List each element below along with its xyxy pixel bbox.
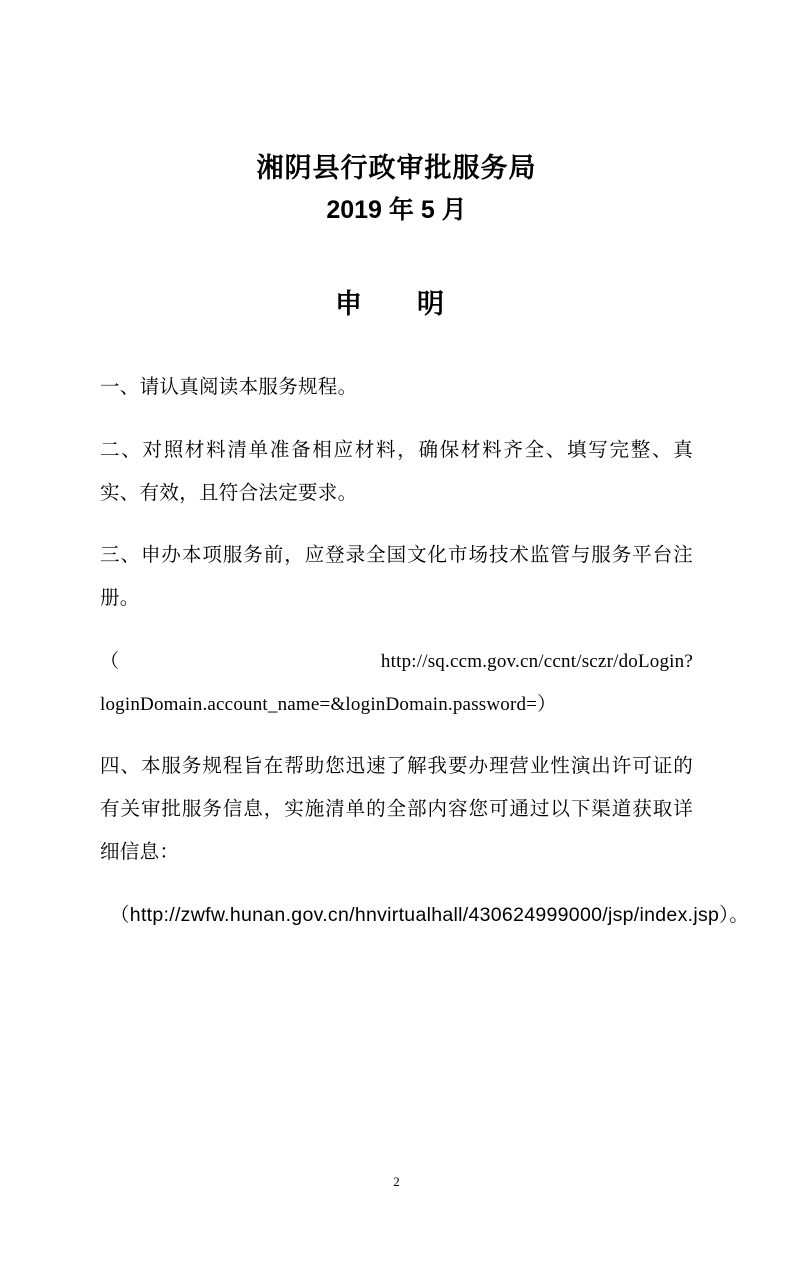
- paragraph-item-3: 三、申办本项服务前，应登录全国文化市场技术监管与服务平台注册。: [100, 544, 693, 609]
- declaration-heading: 申 明: [335, 289, 458, 319]
- paragraph-item-1: 一、请认真阅读本服务规程。: [100, 376, 358, 398]
- page-number: 2: [393, 1174, 400, 1189]
- document-page: [0, 148, 793, 1270]
- paragraph-url-1: （http://sq.ccm.gov.cn/ccnt/sczr/doLogin?loginDomain.account_name=&loginDomain.password=）: [100, 650, 693, 715]
- paragraph-item-4: 四、本服务规程旨在帮助您迅速了解我要办理营业性演出许可证的有关审批服务信息，实施清单的全部内容您可通过以下渠道获取详细信息：: [100, 755, 693, 863]
- organization-title: 湘阴县行政审批服务局: [256, 153, 537, 183]
- document-date: 2019 年 5 月: [326, 196, 467, 224]
- title-block: [100, 148, 693, 230]
- paragraph-url-2: （http://zwfw.hunan.gov.cn/hnvirtualhall/430624999000/jsp/index.jsp）。: [110, 903, 750, 926]
- declaration-body: [100, 366, 750, 937]
- paragraph-item-2: 二、对照材料清单准备相应材料，确保材料齐全、填写完整、真实、有效，且符合法定要求。: [100, 438, 693, 504]
